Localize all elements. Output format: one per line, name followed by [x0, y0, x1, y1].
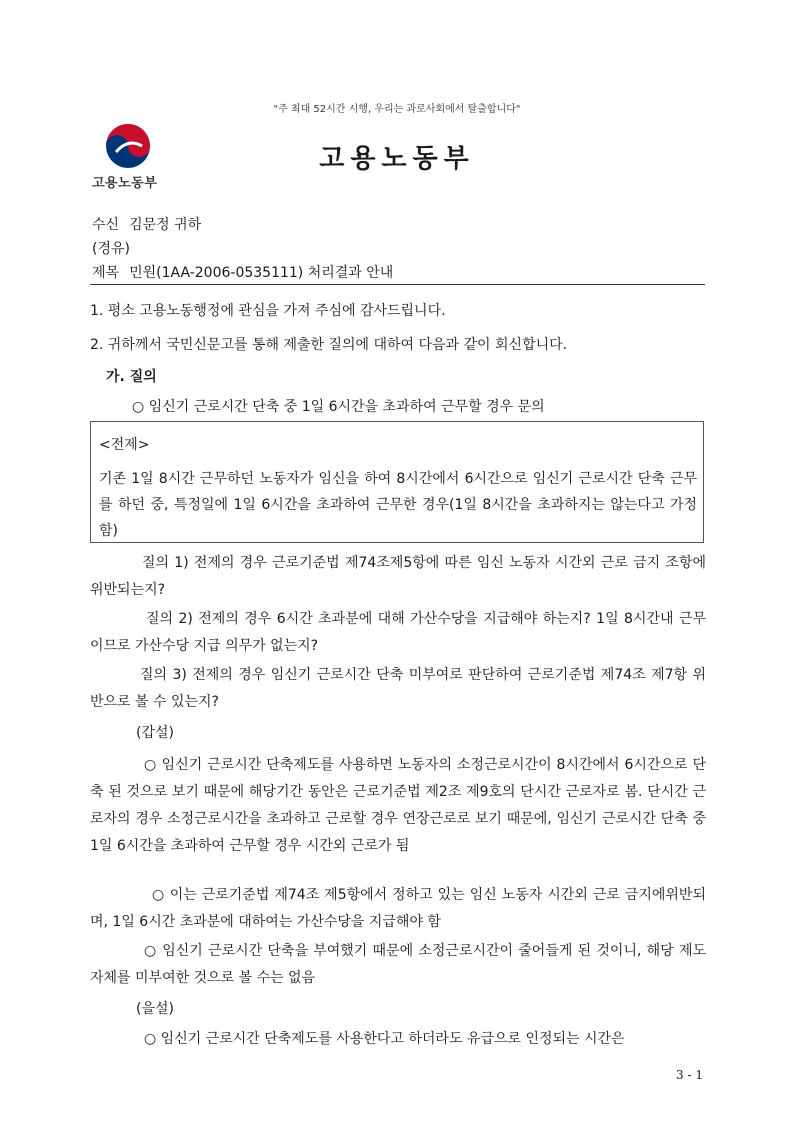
section-heading-ga: 가. 질의 [106, 369, 157, 385]
question-intro: ○ 임신기 근로시간 단축 중 1일 6시간을 초과하여 근무할 경우 문의 [132, 399, 545, 415]
premise-body: 기존 1일 8시간 근무하던 노동자가 임신을 하여 8시간에서 6시간으로 임신기 근로시간 단축 근무를 하던 중, 특정일에 1일 6시간을 초과하여 근무한 경우(1일 8시간을 초과하지는 않는다고 가정함) [99, 471, 697, 539]
paragraph-1: 1. 평소 고용노동행정에 관심을 가져 주심에 감사드립니다. [90, 303, 446, 319]
gapseol-item-1: ○ 임신기 근로시간 단축제도를 사용하면 노동자의 소정근로시간이 8시간에서 6시간으로 단축 된 것으로 보기 때문에 해당기간 동안은 근로기준법 제2조 제9호의 단시간 근로자로 봄. 단시간 근로자의 경우 소정근로시간을 초과하고 근로할 경우 연장근로로 보기 때문에, 임신기 근로시간 단축 중 1일 6시간을 초과하여 근무할 경우 시간외 근로가 됨 [90, 757, 706, 854]
eulseol-label: (을설) [136, 1001, 174, 1017]
premise-title: <전제> [99, 437, 150, 453]
gapseol-item-3: ○ 임신기 근로시간 단축을 부여했기 때문에 소정근로시간이 줄어들게 된 것이니, 해당 제도 자체를 미부여한 것으로 볼 수는 없음 [90, 943, 706, 986]
subject-value: 민원(1AA-2006-0535111) 처리결과 안내 [129, 265, 394, 281]
via-label: (경유) [92, 241, 130, 257]
question-2: 질의 2) 전제의 경우 6시간 초과분에 대해 가산수당을 지급해야 하는지? 1일 8시간내 근무이므로 가산수당 지급 의무가 없는지? [90, 611, 706, 654]
page-number: 3 - 1 [676, 1068, 703, 1082]
header-divider [90, 284, 705, 285]
ministry-title: 고용노동부 [319, 144, 475, 174]
paragraph-2: 2. 귀하께서 국민신문고를 통해 제출한 질의에 대하여 다음과 같이 회신합니다. [90, 337, 568, 353]
subject-line [92, 262, 393, 282]
subject-label: 제목 [92, 265, 120, 281]
via-line [92, 238, 130, 258]
question-1: 질의 1) 전제의 경우 근로기준법 제74조제5항에 따른 임신 노동자 시간외 근로 금지 조항에 위반되는지? [90, 555, 706, 598]
recipient-value: 김문정 귀하 [129, 217, 202, 233]
premise-box [90, 421, 704, 543]
eulseol-item-1: ○ 임신기 근로시간 단축제도를 사용한다고 하더라도 유급으로 인정되는 시간은 [144, 1031, 625, 1047]
question-3: 질의 3) 전제의 경우 임신기 근로시간 단축 미부여로 판단하여 근로기준법 제74조 제7항 위반으로 볼 수 있는지? [90, 667, 706, 710]
recipient-line [92, 214, 201, 234]
gapseol-label: (갑설) [136, 725, 174, 741]
recipient-label: 수신 [92, 217, 120, 233]
logo-text: 고용노동부 [92, 176, 158, 191]
slogan: "주 최대 52시간 시행, 우리는 과로사회에서 탈출합니다" [273, 104, 521, 115]
gapseol-item-2: ○ 이는 근로기준법 제74조 제5항에서 정하고 있는 임신 노동자 시간외 근로 금지에위반되며, 1일 6시간 초과분에 대하여는 가산수당을 지급해야 함 [90, 887, 706, 930]
